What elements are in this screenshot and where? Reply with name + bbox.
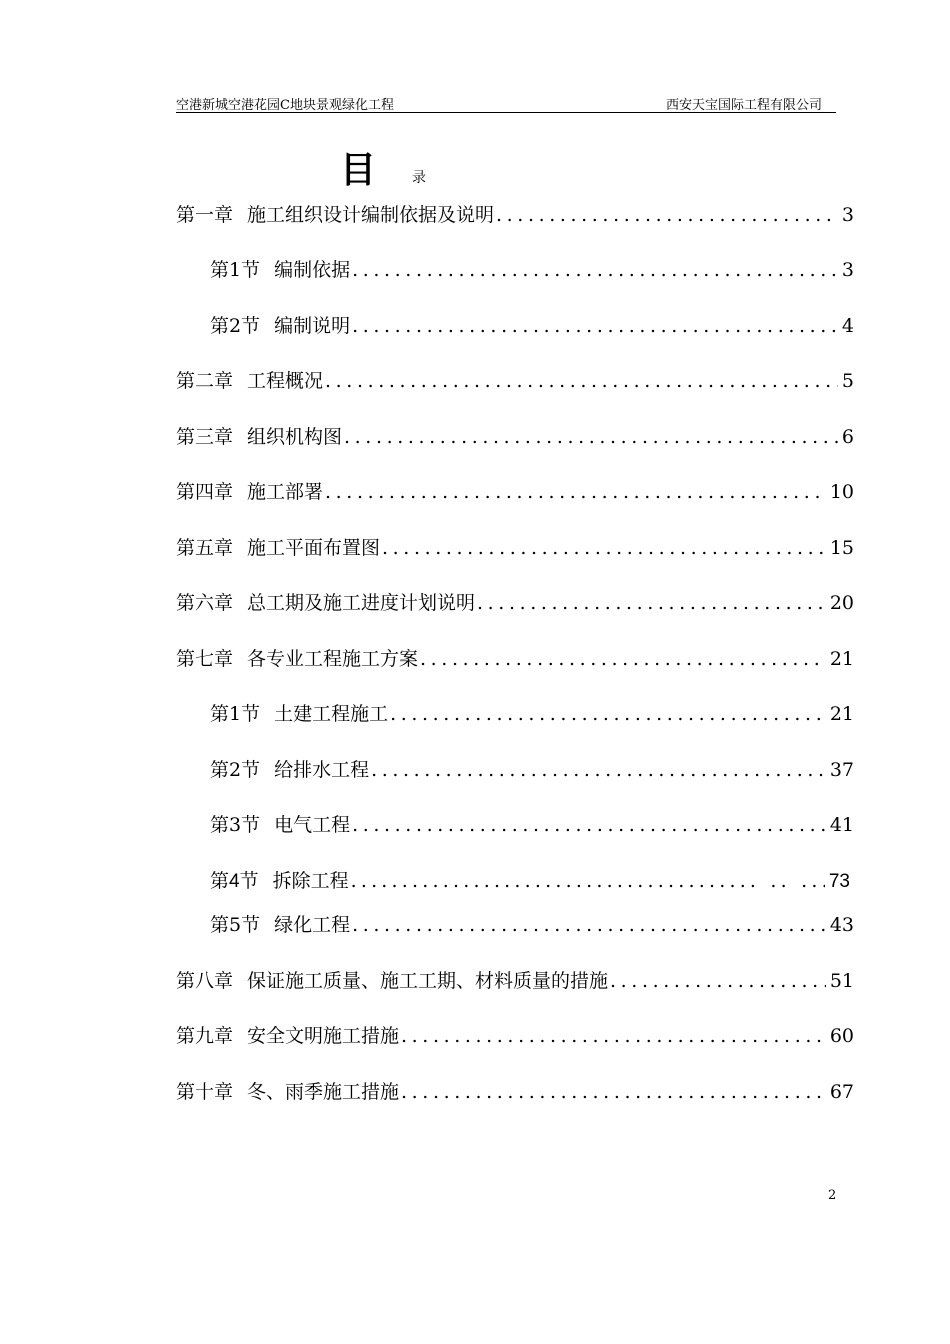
toc-entry-number: 第1节 [210,703,261,725]
toc-entry-chapter-8[interactable] [176,966,854,996]
toc-entry-chapter-6[interactable] [176,588,854,618]
toc-entry-title: 电气工程 [274,814,351,836]
toc-entry-number: 第2节 [210,315,261,337]
toc-entry-number: 第五章 [176,537,234,559]
toc-entry-number: 第四章 [176,481,234,503]
toc-entry-title: 编制依据 [274,259,351,281]
toc-dot-leader [323,477,826,507]
toc-entry-page: 6 [841,426,854,448]
toc-dot-leader [608,966,826,996]
toc-entry-number: 第三章 [176,426,234,448]
toc-dot-leader [380,533,826,563]
toc-entry-chapter-10[interactable] [176,1077,854,1107]
toc-entry-chapter-9[interactable] [176,1021,854,1051]
toc-entry-page: 43 [829,914,854,936]
toc-entry-page: 21 [829,703,854,725]
toc-entry-title: 安全文明施工措施 [247,1025,400,1047]
toc-entry-section-7-3[interactable] [210,810,854,840]
toc-entry-number: 第5节 [210,914,261,936]
toc-entry-page: 4 [841,315,854,337]
toc-entry-title: 施工部署 [247,481,324,503]
toc-entry-chapter-7[interactable] [176,644,854,674]
toc-entry-title: 各专业工程施工方案 [247,648,419,670]
toc-entry-title: 拆除工程 [272,871,349,892]
toc-entry-title: 施工平面布置图 [247,537,381,559]
toc-entry-title: 绿化工程 [274,914,351,936]
toc-entry-number: 第八章 [176,970,234,992]
toc-entry-chapter-5[interactable] [176,533,854,563]
toc-entry-number: 第1节 [210,259,261,281]
toc-entry-title: 冬、雨季施工措施 [247,1081,400,1103]
footer-page-number: 2 [828,1188,837,1203]
toc-entry-section-7-1[interactable] [210,699,854,729]
toc-entry-page: 41 [829,814,854,836]
toc-entry-number: 第七章 [176,648,234,670]
toc-entry-page: 60 [829,1025,854,1047]
toc-dot-leader [494,200,838,230]
toc-entry-page: 21 [829,648,854,670]
header-company-name: 西安天宝国际工程有限公司 [665,98,822,113]
toc-dot-leader [342,422,838,452]
toc-entry-title: 保证施工质量、施工工期、材料质量的措施 [247,970,609,992]
toc-entry-page: 3 [841,204,854,226]
header-project-name: 空港新城空港花园C地块景观绿化工程 [176,98,394,113]
toc-entry-page: 10 [829,481,854,503]
toc-entry-chapter-2[interactable] [176,366,854,396]
toc-entry-section-7-4[interactable] [210,866,854,896]
toc-dot-leader [388,699,826,729]
toc-entry-number: 第六章 [176,592,234,614]
toc-entry-title: 组织机构图 [247,426,343,448]
toc-entry-page: 51 [829,970,854,992]
toc-entry-page: 3 [841,259,854,281]
toc-dot-leader [399,1021,826,1051]
toc-entry-number: 第一章 [176,204,234,226]
toc-entry-page: 5 [841,370,854,392]
toc-entry-number: 第九章 [176,1025,234,1047]
toc-entry-title: 施工组织设计编制依据及说明 [247,204,495,226]
toc-dot-leader [418,644,826,674]
toc-dot-leader [399,1077,826,1107]
toc-entry-number: 第十章 [176,1081,234,1103]
toc-dot-leader [475,588,826,618]
toc-entry-number: 第2节 [210,759,261,781]
toc-title-sub: 录 [412,170,426,186]
toc-entry-section-1-1[interactable] [210,255,854,285]
toc-dot-leader [350,311,838,341]
toc-entry-page: 67 [829,1081,854,1103]
toc-entry-title: 给排水工程 [274,759,370,781]
toc-dot-leader [350,910,826,940]
toc-entry-chapter-4[interactable] [176,477,854,507]
toc-entry-title: 土建工程施工 [274,703,389,725]
toc-entry-title: 编制说明 [274,315,351,337]
toc-entry-chapter-1[interactable] [176,200,854,230]
toc-dot-leader [323,366,838,396]
toc-entry-title: 总工期及施工进度计划说明 [247,592,476,614]
toc-dot-leader [369,755,826,785]
toc-entry-page: 73 [828,871,850,892]
toc-dot-leader [349,866,825,896]
toc-entry-page: 20 [829,592,854,614]
toc-entry-number: 第二章 [176,370,234,392]
toc-entry-section-7-5[interactable] [210,910,854,940]
page-header [176,94,836,113]
toc-entry-number: 第4节 [210,871,259,892]
toc-entry-chapter-3[interactable] [176,422,854,452]
toc-entry-title: 工程概况 [247,370,324,392]
toc-dot-leader [350,810,826,840]
toc-entry-section-7-2[interactable] [210,755,854,785]
toc-entry-number: 第3节 [210,814,261,836]
toc-entry-page: 37 [829,759,854,781]
toc-dot-leader [350,255,838,285]
toc-title-main: 目 [340,149,377,191]
toc-entry-page: 15 [829,537,854,559]
toc-entry-section-1-2[interactable] [210,311,854,341]
